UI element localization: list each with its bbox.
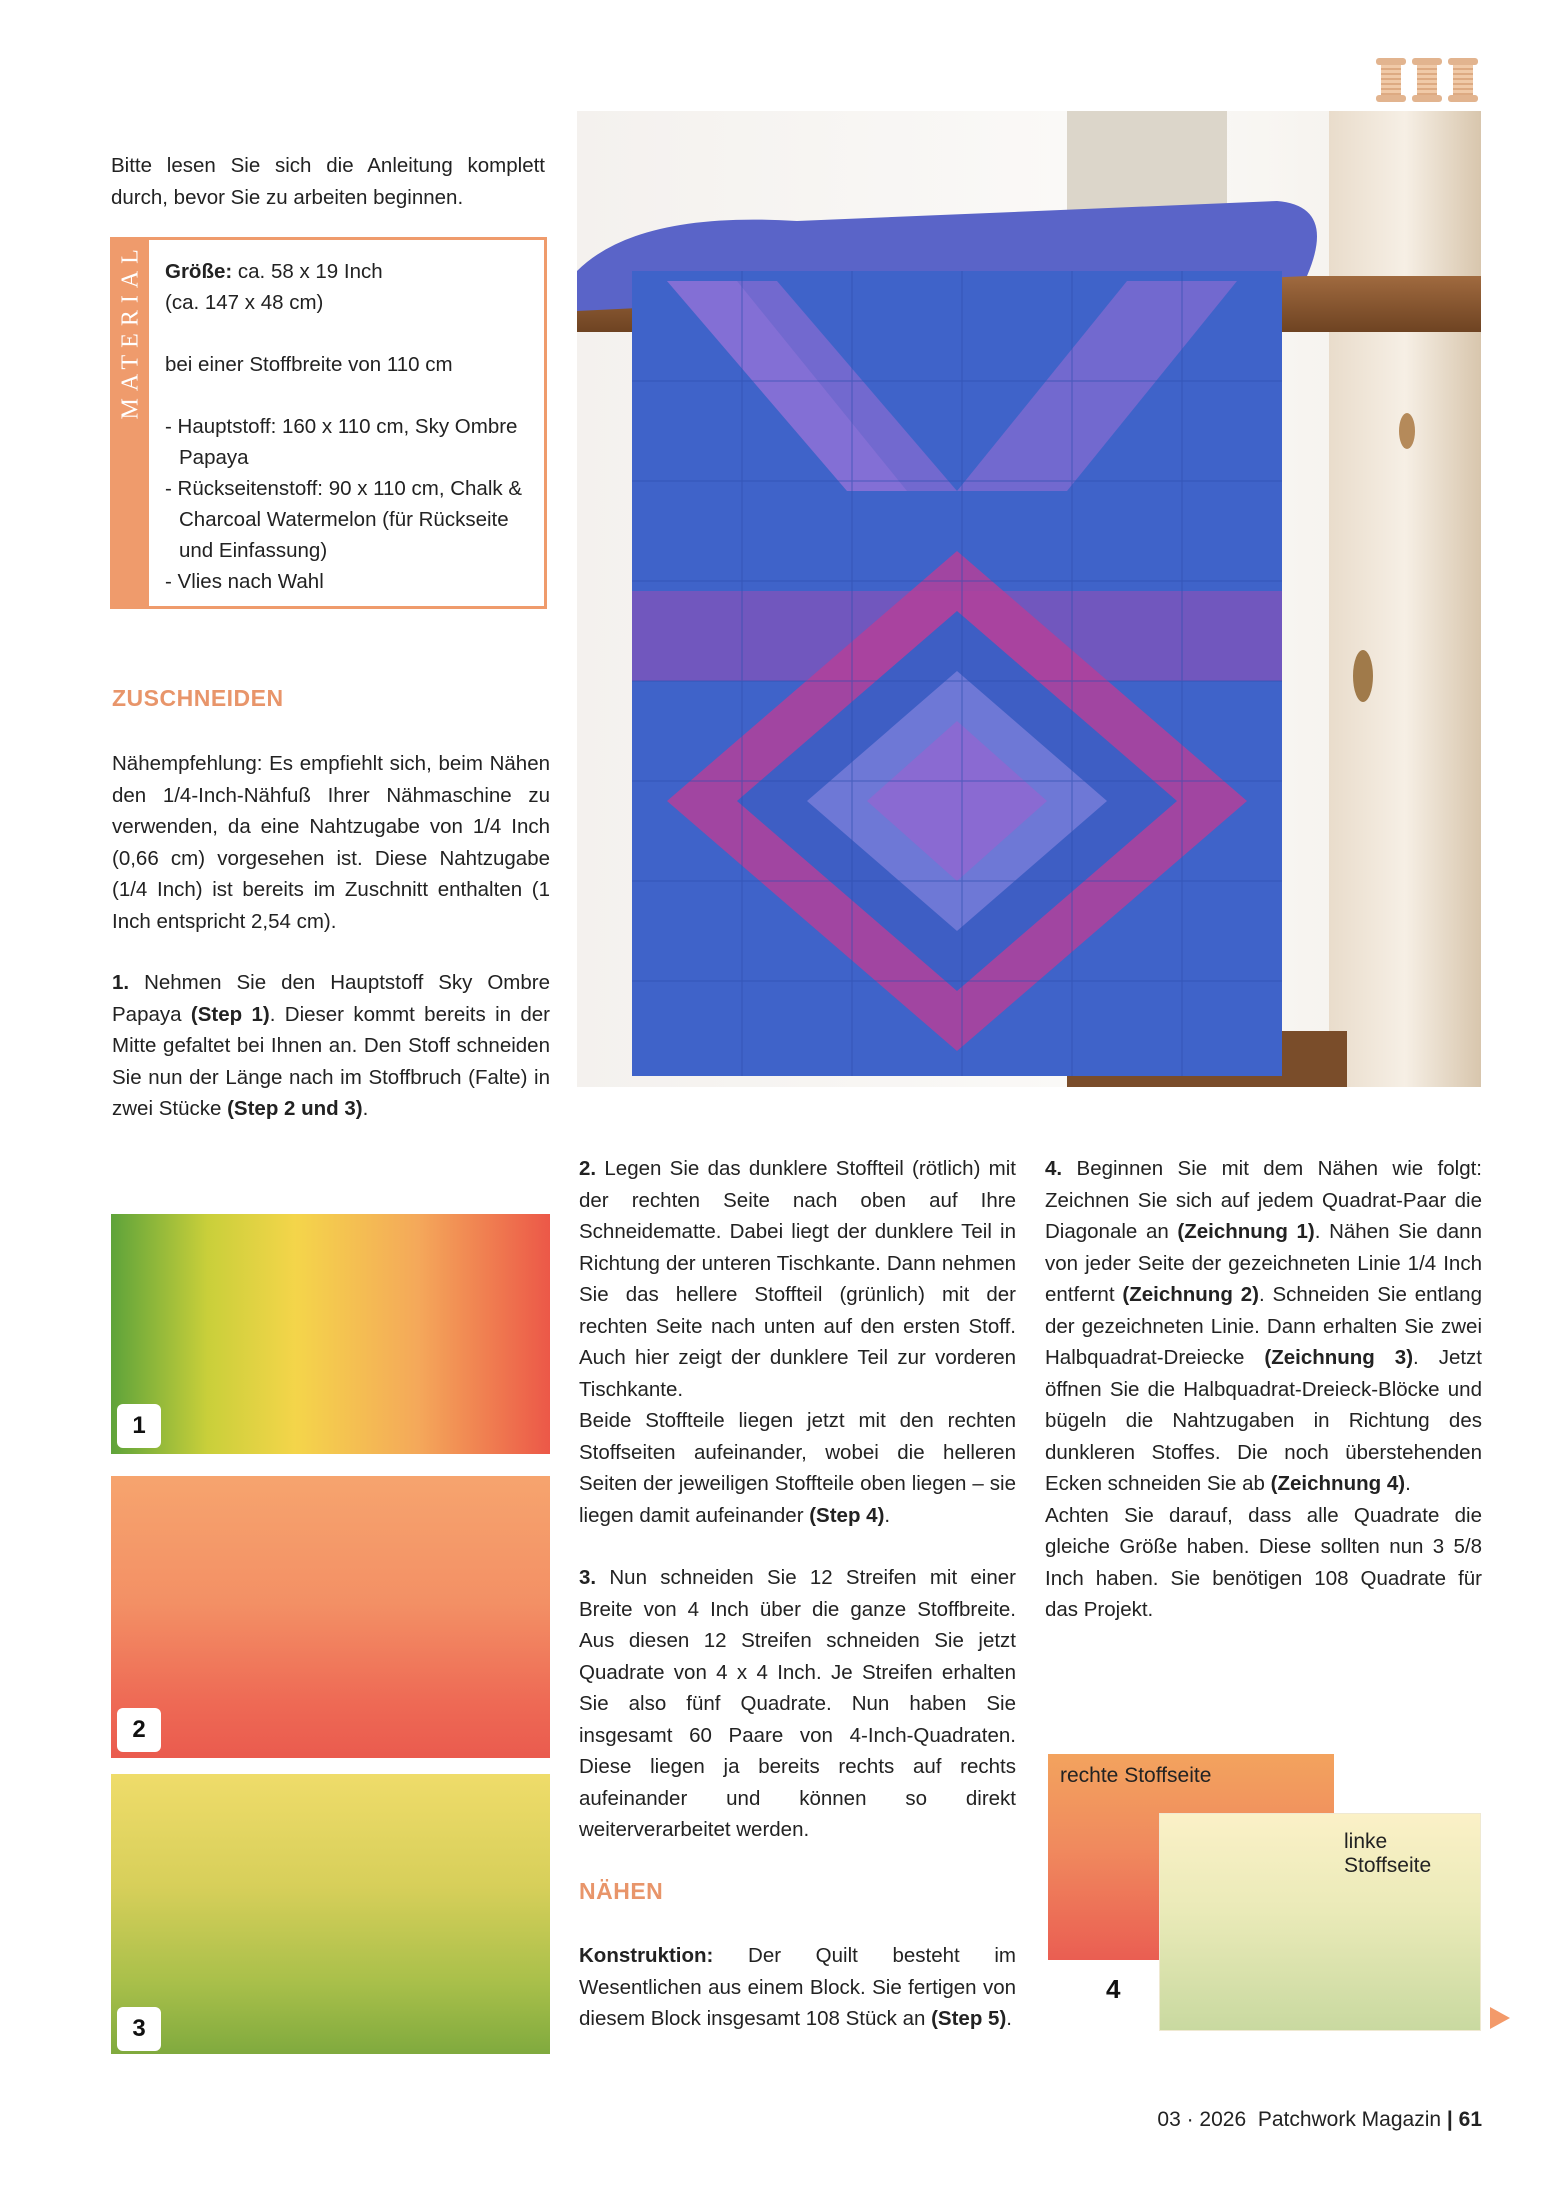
step-3-number: 3. [579, 1566, 597, 1589]
step-4-t3: . Schneiden Sie entlang der gezeichneten Linie. Dann erhalten Sie zwei Halbquadrat-Dreiecke [1045, 1283, 1482, 1369]
step-4-t2: . Nähen Sie dann von jeder Seite der gezeichneten Linie 1/4 Inch entfernt [1045, 1220, 1482, 1306]
page-footer [1112, 2108, 1482, 2132]
construction-body: Der Quilt besteht im Wesentlichen aus einem Block. Sie fertigen von diesem Block insgesamt 108 Stück an [579, 1944, 1016, 2030]
step-2-photo [111, 1476, 550, 1758]
material-content [165, 256, 531, 597]
step-4-r4: (Zeichnung 4) [1270, 1472, 1406, 1495]
page-number: 61 [1458, 2108, 1482, 2131]
footer-separator: | [1446, 2108, 1453, 2131]
step-4-t1: Beginnen Sie mit dem Nähen wie folgt: Zeichnen Sie sich auf jedem Quadrat-Paar die Diagonale an [1045, 1157, 1482, 1243]
next-page-arrow-icon[interactable] [1490, 2007, 1510, 2029]
quilt-runner [577, 201, 1317, 1076]
right-side-label: rechte Stoffseite [1060, 1764, 1212, 1787]
step-4-t5: . [1405, 1472, 1411, 1495]
step-4-r2: (Zeichnung 2) [1122, 1283, 1259, 1306]
wooden-log [1329, 111, 1481, 1087]
step-4-r1: (Zeichnung 1) [1177, 1220, 1315, 1243]
left-side-fabric [1160, 1814, 1480, 2030]
issue-date: 03 · 2026 [1157, 2108, 1247, 2131]
log-knot [1353, 650, 1373, 702]
material-item: - Vlies nach Wahl [165, 570, 324, 593]
spool-icons [1376, 58, 1478, 102]
size-value: ca. 58 x 19 Inch [237, 260, 383, 283]
step-4-p2: Achten Sie darauf, dass alle Quadrate die gleiche Größe haben. Diese sollten nun 3 5/8 Inch haben. Sie benötigen 108 Quadrate für das Projekt. [1045, 1503, 1482, 1621]
step-4-photo [1040, 1720, 1520, 2040]
step-1-ref: (Step 1) [190, 1002, 270, 1026]
spool-icon [1376, 58, 1406, 102]
construction-text [579, 1940, 1016, 2035]
step-1-text-a: Nehmen Sie den Hauptstoff Sky Ombre Papaya [112, 971, 550, 1026]
size-label: Größe: [165, 260, 233, 283]
quilt-illustration [577, 111, 1481, 1087]
step-3-text [579, 1562, 1016, 1846]
step-2-badge: 2 [117, 1708, 161, 1752]
step-1-number: 1. [112, 971, 130, 994]
step-3-body: Nun schneiden Sie 12 Streifen mit einer Breite von 4 Inch über die ganze Stoffbreite. Aus diesen 12 Streifen schneiden Sie jetzt Quadrate von 4 x 4 Inch. Je Streifen erhalten Sie also fünf Quadrate. Nun haben Sie insgesamt 60 Paare von 4-Inch-Quadraten. Diese liegen ja bereits rechts auf rechts aufeinander und können so direkt weiterverarbeitet werden. [579, 1566, 1016, 1841]
step-2-ref: (Step 4) [809, 1503, 885, 1527]
step-4-text [1045, 1153, 1482, 1626]
material-box [110, 237, 547, 609]
step-2-number: 2. [579, 1157, 597, 1180]
step-4-r3: (Zeichnung 3) [1264, 1346, 1414, 1369]
step-3-photo [111, 1774, 550, 2054]
step-4-t4: . Jetzt öffnen Sie die Halbquadrat-Dreieck-Blöcke und bügeln die Nahtzugaben in Richtung des dunkleren Stoffes. Die noch überstehenden Ecken schneiden Sie ab [1045, 1346, 1482, 1495]
spool-icon [1412, 58, 1442, 102]
naehen-heading: NÄHEN [579, 1878, 664, 1904]
step-1-photo [111, 1214, 550, 1454]
material-tab [113, 240, 149, 606]
quilt-photo [577, 111, 1481, 1087]
spool-icon [1448, 58, 1478, 102]
step-4-badge: 4 [1106, 1974, 1121, 2004]
material-item: - Rückseitenstoff: 90 x 110 cm, Chalk & Charcoal Watermelon (für Rückseite und Einfassung) [165, 477, 523, 562]
material-tab-label: MATERIAL [117, 242, 144, 420]
step-4-number: 4. [1045, 1157, 1063, 1180]
sewing-recommendation: Nähempfehlung: Es empfiehlt sich, beim Nähen den 1/4-Inch-Nähfuß Ihrer Nähmaschine zu verwenden, da eine Nahtzugabe von 1/4 Inch (0,66 cm) vorgesehen ist. Diese Nahtzugabe (1/4 Inch) ist bereits im Zuschnitt enthalten (1 Inch entspricht 2,54 cm). [112, 752, 550, 933]
step-2-text [579, 1153, 1016, 1531]
intro-text: Bitte lesen Sie sich die Anleitung komplett durch, bevor Sie zu arbeiten beginnen. [111, 154, 545, 209]
step-1-text [112, 967, 550, 1125]
magazine-name: Patchwork Magazin [1257, 2108, 1442, 2131]
size-cm: (ca. 147 x 48 cm) [165, 291, 324, 314]
step-1-text-b: . Dieser kommt bereits in der Mitte gefaltet bei Ihnen an. Den Stoff schneiden Sie nun der Länge nach im Stoffbruch (Falte) in zwei Stücke [112, 1002, 550, 1120]
step-1-badge: 1 [117, 1404, 161, 1448]
step-3-badge: 3 [117, 2007, 161, 2051]
construction-label: Konstruktion: [579, 1944, 714, 1967]
log-knot [1399, 413, 1415, 449]
step-2-text-b: Beide Stoffteile liegen jetzt mit den rechten Stoffseiten aufeinander, wobei die helleren Seiten der jeweiligen Stoffteile oben liegen – sie liegen damit aufeinander [579, 1409, 1016, 1527]
construction-end: . [1006, 2007, 1012, 2030]
construction-ref: (Step 5) [931, 2007, 1007, 2030]
step-2-end: . [884, 1503, 891, 1527]
material-item: - Hauptstoff: 160 x 110 cm, Sky Ombre Papaya [165, 415, 518, 469]
step-1-ref-2: (Step 2 und 3) [227, 1097, 363, 1120]
zuschneiden-heading: ZUSCHNEIDEN [112, 685, 284, 711]
fabric-width: bei einer Stoffbreite von 110 cm [165, 353, 453, 376]
left-side-label: linke Stoffseite [1344, 1830, 1432, 1877]
step-2-text-a: Legen Sie das dunklere Stoffteil (rötlich) mit der rechten Seite nach oben auf Ihre Schneidematte. Dabei liegt der dunklere Teil in Richtung der unteren Tischkante. Dann nehmen Sie das hellere Stoffteil (grünlich) mit der rechten Seite nach unten auf den ersten Stoff. Auch hier zeigt der dunklere Teil zur vorderen Tischkante. [579, 1157, 1016, 1401]
step-1-end: . [362, 1097, 369, 1120]
